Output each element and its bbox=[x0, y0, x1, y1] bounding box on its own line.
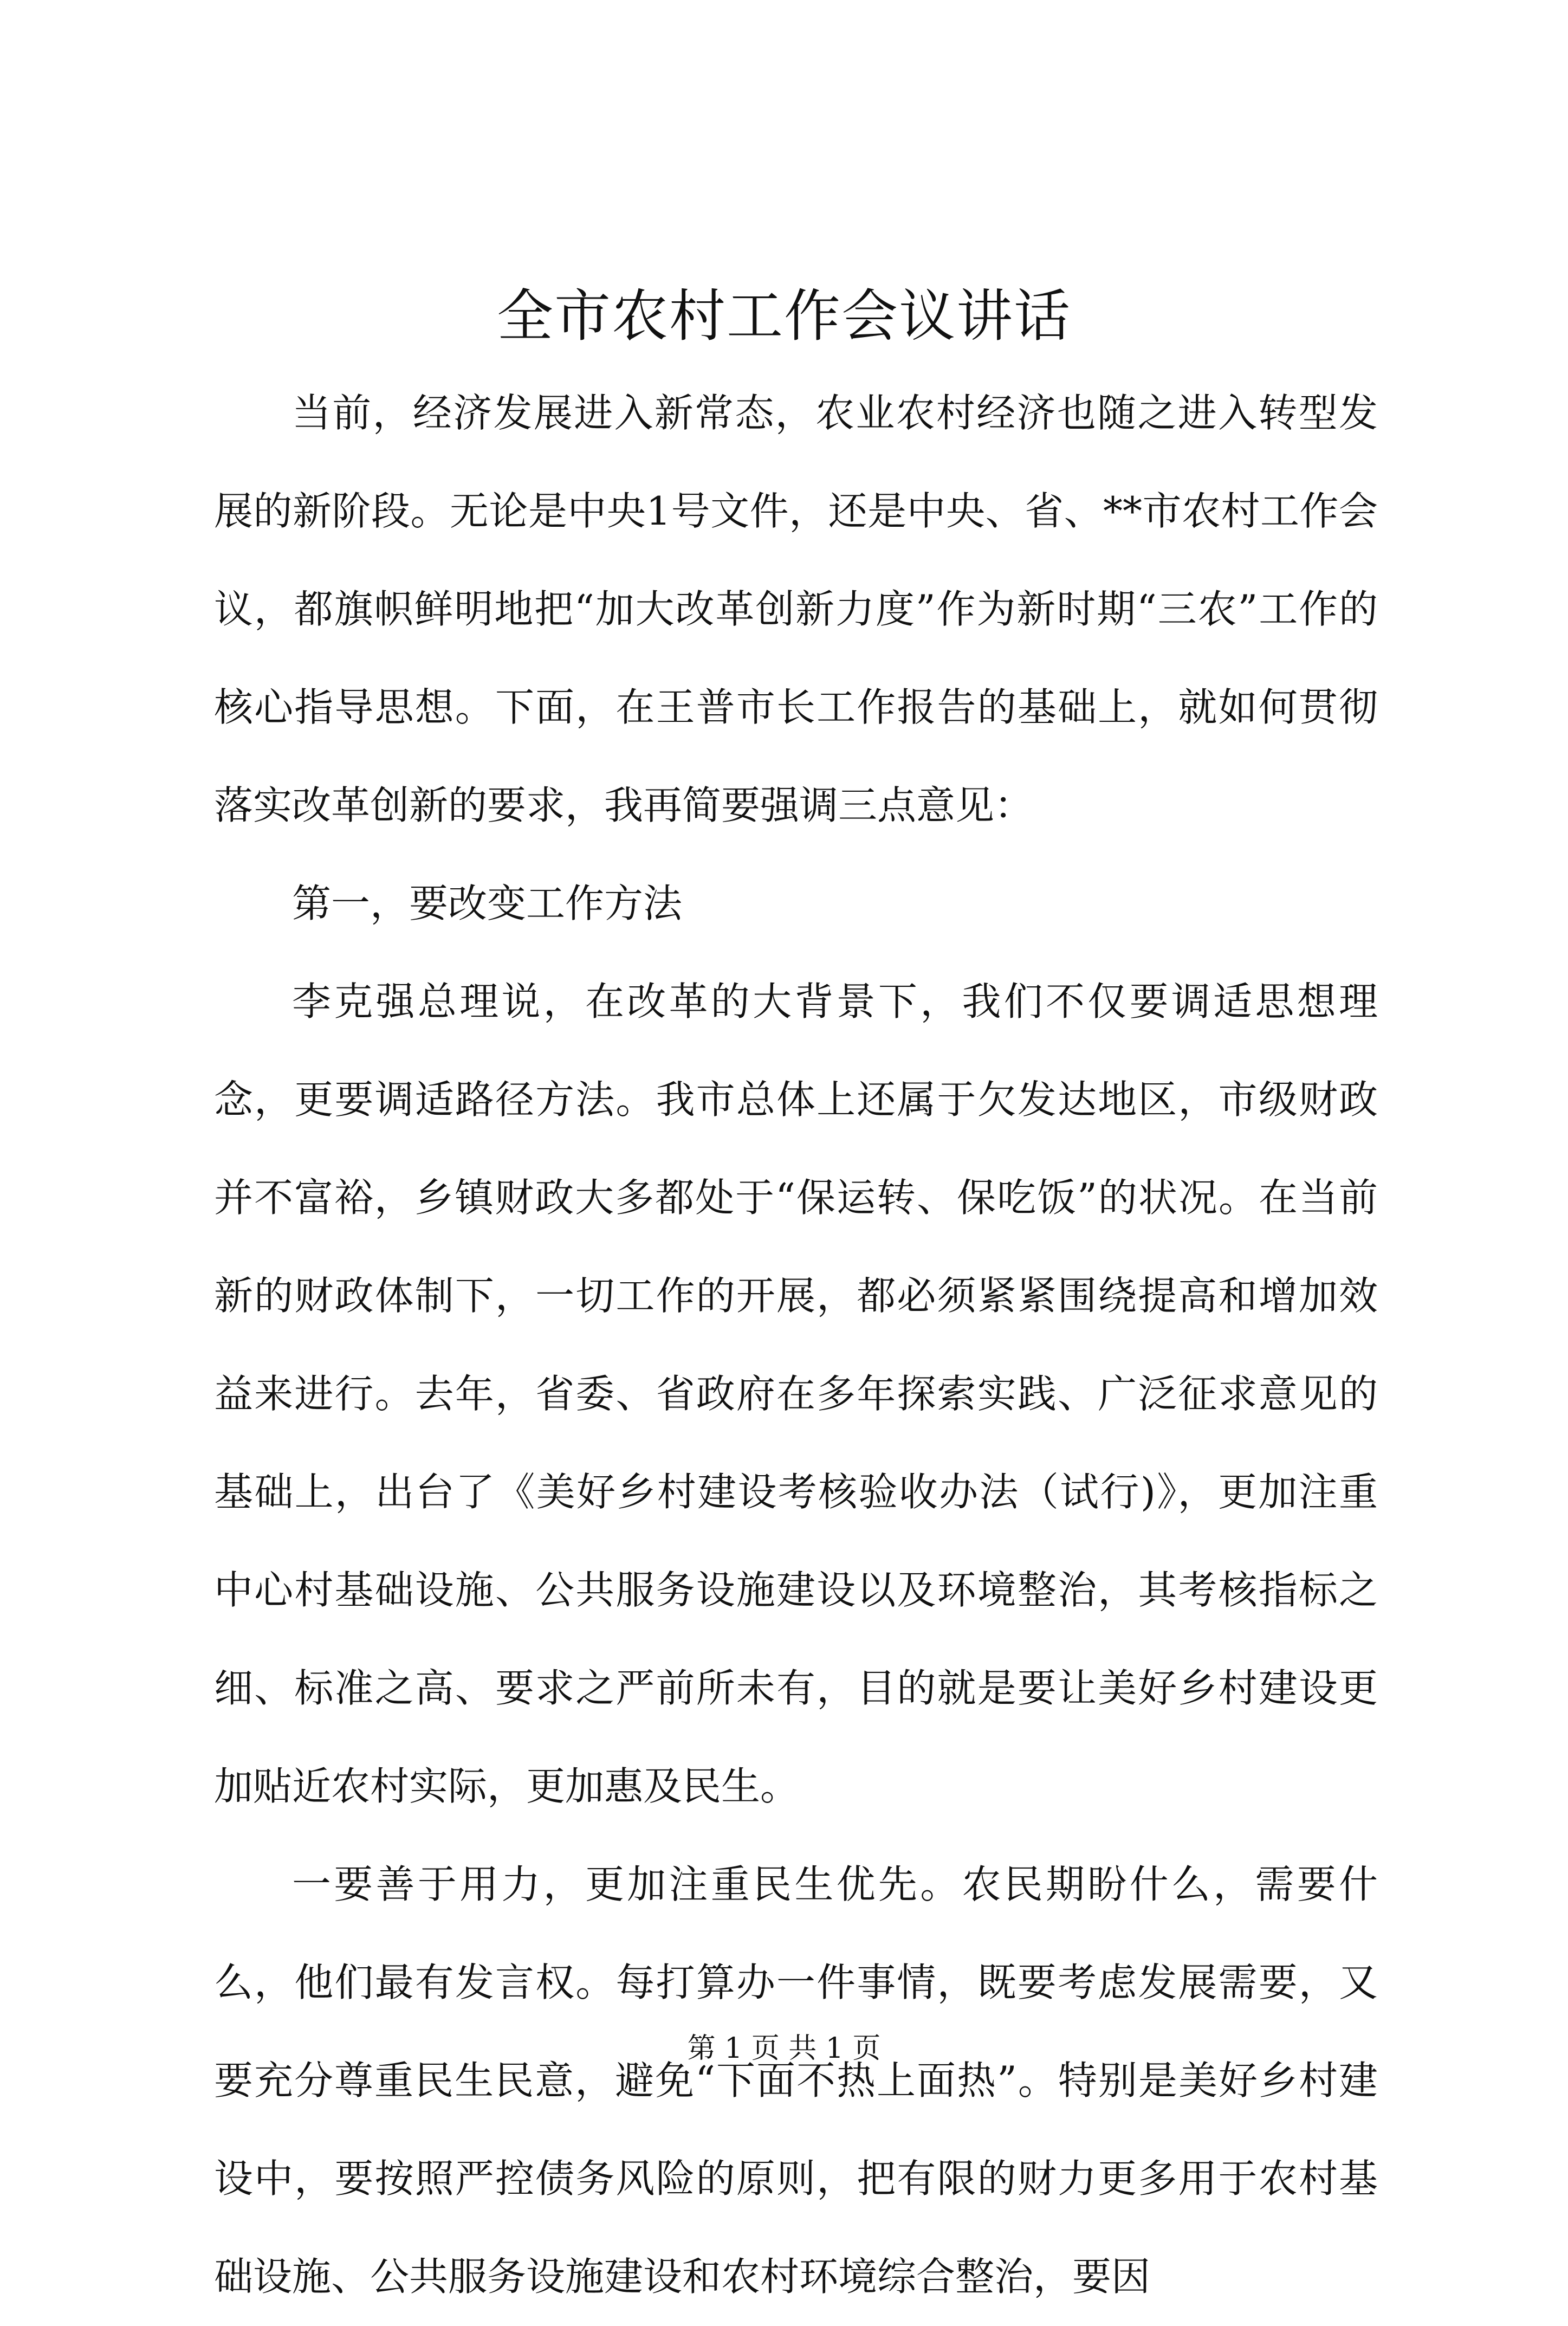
page-footer: 第 1 页 共 1 页 bbox=[687, 2032, 881, 2065]
paragraph-livelihood: 一要善于用力，更加注重民生优先。农民期盼什么，需要什么，他们最有发言权。每打算办一件事情，既要考虑发展需要，又要充分尊重民生民意，避免“下面不热上面热”。特别是美好乡村建设中，要按照严控债务风险的原则，把有限的财力更多用于农村基础设施、公共服务设施建设和农村环境综合整治，要因 bbox=[214, 1862, 1378, 2299]
paragraph-method: 李克强总理说，在改革的大背景下，我们不仅要调适思想理念，更要调适路径方法。我市总体上还属于欠发达地区，市级财政并不富裕，乡镇财政大多都处于“保运转、保吃饭”的状况。在当前新的财政体制下，一切工作的开展，都必须紧紧围绕提高和增加效益来进行。去年，省委、省政府在多年探索实践、广泛征求意见的基础上，出台了《美好乡村建设考核验收办法（试行)》，更加注重中心村基础设施、公共服务设施建设以及环境整治，其考核指标之细、标准之高、要求之严前所未有，目的就是要让美好乡村建设更加贴近农村实际，更加惠及民生。 bbox=[214, 979, 1378, 1809]
section-heading-first: 第一，要改变工作方法 bbox=[292, 881, 683, 926]
document-title: 全市农村工作会议讲话 bbox=[496, 283, 1071, 349]
paragraph-intro: 当前，经济发展进入新常态，农业农村经济也随之进入转型发展的新阶段。无论是中央1号文件，还是中央、省、**市农村工作会议，都旗帜鲜明地把“加大改革创新力度”作为新时期“三农”工作的核心指导思想。下面，在王普市长工作报告的基础上，就如何贯彻落实改革创新的要求，我再简要强调三点意见： bbox=[214, 390, 1378, 828]
